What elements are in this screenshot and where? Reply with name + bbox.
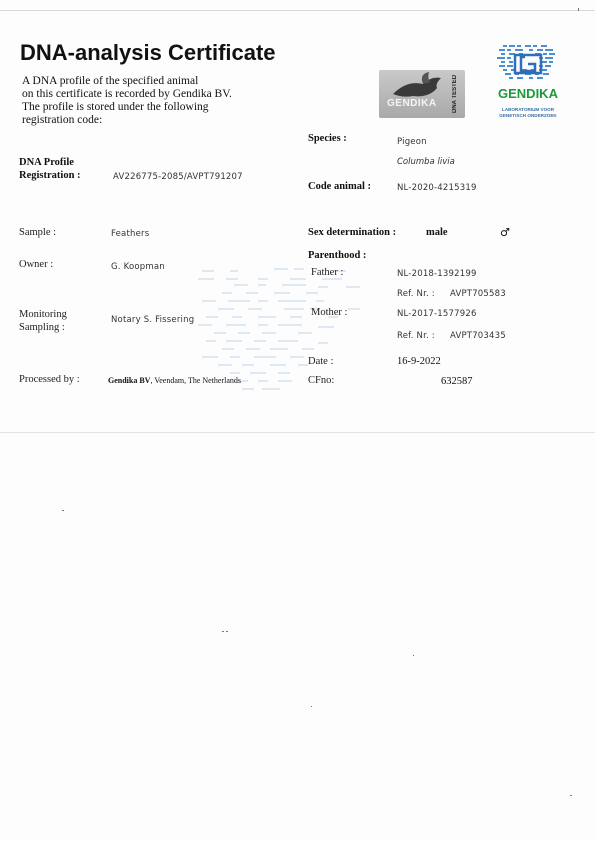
scan-speck (311, 706, 312, 707)
scan-speck (62, 510, 64, 511)
sample-label: Sample : (19, 227, 57, 238)
processed-by-location: , Veendam, The Netherlands (150, 376, 242, 385)
mother-ref-value: AVPT703435 (450, 331, 506, 341)
intro-line: registration code: (22, 114, 103, 126)
scan-speck (413, 655, 414, 656)
cfno-value: 632587 (441, 376, 473, 387)
gendika-logo-name: GENDIKA (498, 86, 558, 101)
scan-edge-top (0, 10, 595, 11)
intro-line: on this certificate is recorded by Gendika BV. (22, 88, 232, 100)
code-animal-value: NL-2020-4215319 (397, 183, 477, 193)
badge-label: GENDIKA (387, 98, 437, 109)
intro-line: The profile is stored under the following (22, 101, 209, 113)
certificate-title: DNA-analysis Certificate (20, 40, 276, 65)
dna-registration-label: Registration : (19, 170, 81, 181)
owner-label: Owner : (19, 259, 54, 270)
scan-edge-bottom (0, 432, 595, 433)
scan-speck (222, 631, 224, 632)
sex-value: male (426, 227, 448, 238)
scan-speck (226, 631, 228, 632)
certificate-intro (22, 75, 232, 127)
intro-line: A DNA profile of the specified animal (22, 75, 199, 87)
father-value: NL-2018-1392199 (397, 269, 477, 279)
species-common-value: Pigeon (397, 137, 427, 147)
cfno-label: CFno: (308, 375, 335, 386)
dna-registration-value: AV226775-2085/AVPT791207 (113, 172, 243, 182)
date-label: Date : (308, 356, 334, 367)
mother-value: NL-2017-1577926 (397, 309, 477, 319)
logo-sub-line: LABORATORIUM VOOR (501, 107, 555, 112)
scan-speck (570, 795, 572, 796)
processed-by-value (108, 376, 241, 385)
father-ref-value: AVPT705583 (450, 289, 506, 299)
father-ref-label: Ref. Nr. : (397, 289, 435, 299)
sex-determination-label: Sex determination : (308, 227, 397, 238)
species-latin-value: Columba livia (397, 157, 455, 167)
dna-pattern-watermark (198, 264, 398, 394)
father-label: Father : (311, 267, 344, 278)
processed-by-company: Gendika BV (108, 376, 151, 385)
sampling-label: Sampling : (19, 322, 65, 333)
male-symbol-icon: ♂ (500, 226, 510, 239)
scan-speck (578, 8, 579, 11)
parenthood-label: Parenthood : (308, 250, 367, 261)
owner-value: G. Koopman (111, 262, 165, 272)
monitoring-value: Notary S. Fissering (111, 315, 195, 325)
sample-value: Feathers (111, 229, 150, 239)
species-label: Species : (308, 133, 347, 144)
dna-profile-label: DNA Profile (19, 157, 74, 168)
processed-by-label: Processed by : (19, 374, 80, 385)
logo-sub-line: GENETISCH ONDERZOEK (499, 112, 557, 118)
mother-label: Mother : (311, 307, 348, 318)
date-value: 16-9-2022 (397, 356, 441, 367)
monitoring-label: Monitoring (19, 309, 67, 320)
dna-tested-badge (379, 70, 465, 118)
mother-ref-label: Ref. Nr. : (397, 331, 435, 341)
gendika-logo-subtitle (490, 107, 566, 118)
code-animal-label: Code animal : (308, 181, 371, 192)
badge-side-label: DNA TESTED (452, 74, 458, 114)
